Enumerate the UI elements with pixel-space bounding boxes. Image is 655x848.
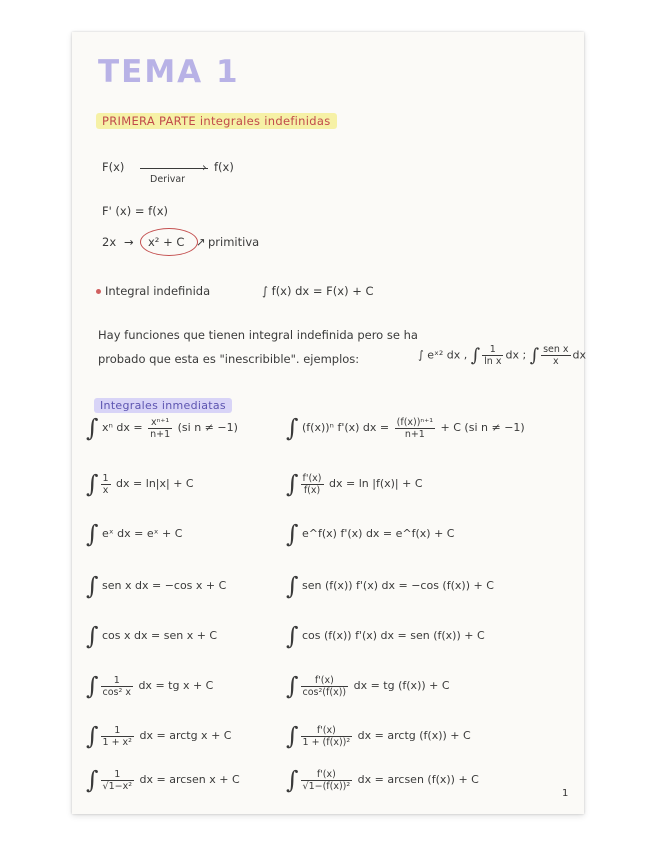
notebook-page [72, 32, 587, 814]
integral-sign: ∫ [86, 766, 99, 794]
right-formula-row [286, 766, 479, 794]
formula-text: (f(x))ⁿ f'(x) dx = [298, 421, 393, 434]
definition-line [96, 284, 210, 298]
left-formula-row [86, 572, 226, 600]
fraction-denominator: cos²(f(x)) [302, 686, 347, 698]
left-formula-row [86, 414, 238, 442]
derivative-equation: F' (x) = f(x) [102, 204, 168, 218]
primitive-circled: x² + C [148, 235, 185, 249]
integral-sign: ∫ [286, 672, 299, 700]
formula-text: cos (f(x)) f'(x) dx = sen (f(x)) + C [298, 629, 485, 642]
right-formula-row [286, 722, 471, 750]
right-formula-row [286, 672, 450, 700]
fraction-denominator: √1−x² [102, 780, 133, 792]
fraction-numerator: 1 [101, 769, 135, 781]
integral-sign: ∫ [286, 766, 299, 794]
left-formula-row [86, 672, 213, 700]
fraction-numerator: 1 [102, 472, 109, 484]
formula-text: dx = arcsen x + C [136, 773, 240, 786]
formula-text: dx = arctg x + C [136, 729, 232, 742]
formula-text: xⁿ dx = [98, 421, 147, 434]
page-number: 1 [562, 788, 569, 799]
integral-sign: ∫ [286, 414, 299, 442]
integral-sign: ∫ [86, 470, 99, 498]
integral-sign: ∫ [86, 572, 99, 600]
left-formula-row [86, 470, 194, 498]
derivar-label: Derivar [150, 174, 186, 185]
fraction-numerator: f'(x) [301, 769, 353, 781]
integral-sign: ∫ [470, 345, 481, 366]
left-formula-row [86, 622, 217, 650]
integral-sign: ∫ [286, 622, 299, 650]
formula-text: dx = ln|x| + C [112, 477, 194, 490]
example-den-2: x [553, 356, 559, 367]
fraction [101, 675, 133, 698]
section-heading-text: Integrales inmediatas [94, 398, 232, 413]
arrow-head-icon: › [202, 160, 207, 174]
page-title: TEMA 1 [98, 54, 240, 90]
fraction [301, 725, 353, 748]
fraction [395, 417, 435, 440]
formula-text: eˣ dx = eˣ + C [98, 527, 183, 540]
integral-sign: ∫ [286, 470, 299, 498]
arrow-small-icon: ↗ [196, 235, 206, 249]
derivar-F: F(x) [102, 160, 125, 174]
formula-text: dx = arctg (f(x)) + C [354, 729, 471, 742]
paragraph-line-1: Hay funciones que tienen integral indefinida pero se ha [98, 328, 418, 342]
fraction [101, 725, 134, 748]
fraction-denominator: n+1 [150, 428, 171, 440]
formula-text: + C (si n ≠ −1) [437, 421, 525, 434]
left-formula-row [86, 520, 182, 548]
example-num: 1 [482, 344, 503, 356]
example-dx: dx ; [505, 348, 527, 362]
formula-text: sen x dx = −cos x + C [98, 579, 227, 592]
formula-text: dx = tg (f(x)) + C [350, 679, 450, 692]
section-heading-primera-parte [96, 110, 337, 129]
formula-text: (si n ≠ −1) [174, 421, 238, 434]
formula-text: cos x dx = sen x + C [98, 629, 218, 642]
derivar-f: f(x) [214, 160, 234, 174]
fraction [101, 473, 111, 496]
formula-text: sen (f(x)) f'(x) dx = −cos (f(x)) + C [298, 579, 494, 592]
example-den: ln x [484, 356, 502, 367]
fraction [301, 769, 353, 792]
definition-formula: ∫ f(x) dx = F(x) + C [262, 284, 374, 298]
formula-text: dx = arcsen (f(x)) + C [354, 773, 479, 786]
right-formula-row [286, 470, 423, 498]
fraction-numerator: (f(x))ⁿ⁺¹ [396, 416, 434, 428]
formula-text: e^f(x) f'(x) dx = e^f(x) + C [298, 527, 455, 540]
integral-sign: ∫ [86, 414, 99, 442]
fraction-denominator: cos² x [102, 686, 131, 698]
right-formula-row [286, 414, 525, 442]
left-formula-row [86, 722, 231, 750]
integral-sign: ∫ [286, 722, 299, 750]
integral-sign: ∫ [86, 672, 99, 700]
paragraph-line-2: probado que esta es "inescribible". ejemplos: [98, 352, 360, 366]
primitive-label: primitiva [208, 235, 260, 249]
fraction [301, 473, 324, 496]
integral-sign: ∫ [286, 572, 299, 600]
example-num-2: sen x [543, 344, 569, 355]
fraction-numerator: f'(x) [301, 675, 349, 687]
primitive-lhs: 2x [102, 235, 117, 249]
fraction [148, 417, 172, 440]
fraction [301, 675, 349, 698]
fraction-denominator: 1 + x² [102, 736, 132, 748]
right-formula-row [286, 520, 455, 548]
example-exp: ∫ eˣ² dx , [418, 348, 468, 362]
left-formula-row [86, 766, 240, 794]
bullet-icon [96, 289, 101, 294]
fraction-denominator: √1−(f(x))² [302, 780, 351, 792]
derivar-arrow-line [140, 168, 208, 169]
right-formula-row [286, 572, 494, 600]
formula-text: dx = tg x + C [134, 679, 214, 692]
example-dx-2: dx [572, 348, 587, 362]
integral-sign: ∫ [286, 520, 299, 548]
section-heading-inmediatas [94, 394, 232, 413]
fraction-denominator: 1 + (f(x))² [302, 736, 351, 748]
right-formula-row [286, 622, 485, 650]
examples [418, 344, 586, 367]
integral-sign: ∫ [86, 622, 99, 650]
arrow-right-icon: → [124, 235, 134, 249]
integral-sign: ∫ [86, 722, 99, 750]
integral-sign: ∫ [86, 520, 99, 548]
fraction-numerator: f'(x) [301, 725, 353, 737]
formula-text: dx = ln |f(x)| + C [325, 477, 423, 490]
integral-sign: ∫ [529, 345, 540, 366]
fraction [101, 769, 135, 792]
fraction-numerator: xⁿ⁺¹ [148, 417, 172, 429]
fraction-denominator: n+1 [404, 428, 425, 440]
fraction-denominator: f(x) [303, 484, 321, 496]
fraction-denominator: x [102, 484, 109, 496]
fraction-numerator: f'(x) [302, 472, 322, 484]
fraction-numerator: 1 [101, 675, 133, 687]
fraction-numerator: 1 [101, 725, 134, 737]
section-heading-text: PRIMERA PARTE integrales indefinidas [96, 113, 337, 129]
definition-label: Integral indefinida [105, 284, 211, 298]
